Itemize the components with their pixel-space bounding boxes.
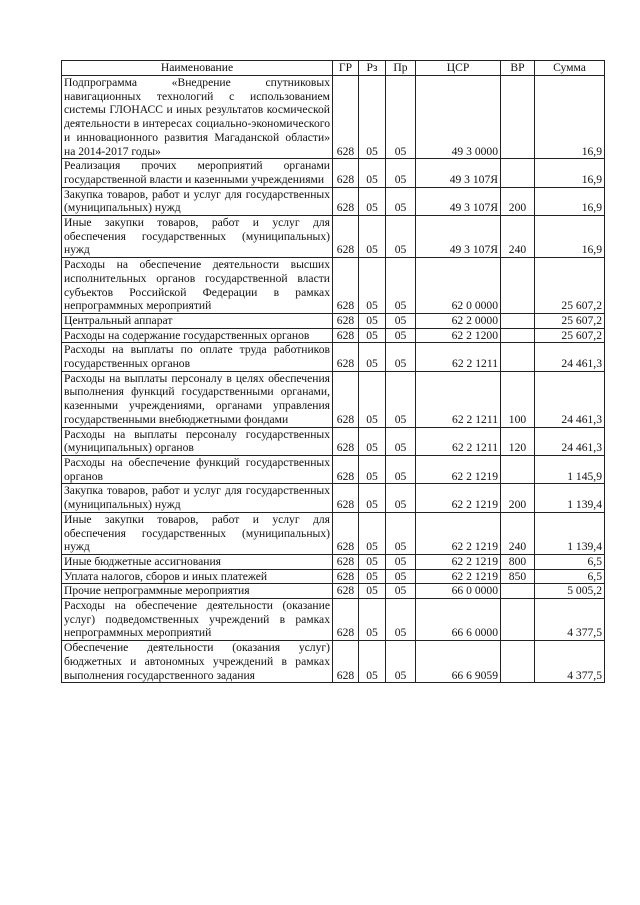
cell-name: Закупка товаров, работ и услуг для государственных (муниципальных) нужд <box>62 484 333 512</box>
cell-gr: 628 <box>333 313 359 328</box>
cell-vr: 100 <box>501 371 535 427</box>
cell-pr: 05 <box>386 427 416 455</box>
cell-gr: 628 <box>333 343 359 371</box>
cell-vr <box>501 76 535 159</box>
cell-sum: 6,5 <box>535 569 605 584</box>
cell-csr: 66 6 9059 <box>416 641 501 683</box>
header-sum: Сумма <box>535 61 605 76</box>
cell-sum: 24 461,3 <box>535 371 605 427</box>
cell-name: Закупка товаров, работ и услуг для государственных (муниципальных) нужд <box>62 187 333 215</box>
cell-csr: 49 3 107Я <box>416 187 501 215</box>
cell-pr: 05 <box>386 343 416 371</box>
cell-vr: 800 <box>501 554 535 569</box>
cell-vr <box>501 584 535 599</box>
cell-csr: 62 2 1219 <box>416 484 501 512</box>
cell-csr: 62 2 1200 <box>416 328 501 343</box>
header-gr: ГР <box>333 61 359 76</box>
cell-sum: 24 461,3 <box>535 343 605 371</box>
cell-vr <box>501 313 535 328</box>
cell-name: Реализация прочих мероприятий органами государственной власти и казенными учреждениями <box>62 159 333 187</box>
cell-rz: 05 <box>359 641 386 683</box>
table-body <box>62 76 605 683</box>
table-row <box>62 484 605 512</box>
cell-vr: 240 <box>501 216 535 258</box>
table-header-row <box>62 61 605 76</box>
cell-name: Обеспечение деятельности (оказания услуг) бюджетных и автономных учреждений в рамках выполнения государственного задания <box>62 641 333 683</box>
cell-name: Расходы на обеспечение деятельности высших исполнительных органов государственной власти субъектов Российской Федерации в рамках непрограммных мероприятий <box>62 258 333 314</box>
cell-csr: 62 0 0000 <box>416 258 501 314</box>
cell-pr: 05 <box>386 328 416 343</box>
cell-pr: 05 <box>386 371 416 427</box>
cell-name: Иные закупки товаров, работ и услуг для обеспечения государственных (муниципальных) нужд <box>62 216 333 258</box>
cell-gr: 628 <box>333 76 359 159</box>
table-row <box>62 455 605 483</box>
table-row <box>62 216 605 258</box>
cell-pr: 05 <box>386 187 416 215</box>
cell-gr: 628 <box>333 187 359 215</box>
cell-name: Иные бюджетные ассигнования <box>62 554 333 569</box>
cell-name: Иные закупки товаров, работ и услуг для обеспечения государственных (муниципальных) нужд <box>62 512 333 554</box>
cell-rz: 05 <box>359 512 386 554</box>
cell-gr: 628 <box>333 427 359 455</box>
cell-vr: 240 <box>501 512 535 554</box>
cell-vr: 200 <box>501 187 535 215</box>
cell-csr: 66 0 0000 <box>416 584 501 599</box>
cell-sum: 25 607,2 <box>535 258 605 314</box>
table-row <box>62 159 605 187</box>
cell-gr: 628 <box>333 484 359 512</box>
cell-csr: 62 2 0000 <box>416 313 501 328</box>
table-row <box>62 328 605 343</box>
cell-pr: 05 <box>386 313 416 328</box>
cell-sum: 1 139,4 <box>535 484 605 512</box>
cell-sum: 16,9 <box>535 159 605 187</box>
cell-pr: 05 <box>386 216 416 258</box>
budget-table <box>61 60 605 683</box>
cell-sum: 24 461,3 <box>535 427 605 455</box>
cell-sum: 4 377,5 <box>535 641 605 683</box>
cell-csr: 49 3 0000 <box>416 76 501 159</box>
cell-gr: 628 <box>333 371 359 427</box>
cell-gr: 628 <box>333 641 359 683</box>
header-name: Наименование <box>62 61 333 76</box>
table-row <box>62 512 605 554</box>
cell-csr: 62 2 1219 <box>416 512 501 554</box>
cell-gr: 628 <box>333 216 359 258</box>
cell-sum: 5 005,2 <box>535 584 605 599</box>
cell-csr: 62 2 1211 <box>416 371 501 427</box>
cell-gr: 628 <box>333 258 359 314</box>
cell-rz: 05 <box>359 159 386 187</box>
cell-rz: 05 <box>359 427 386 455</box>
cell-name: Уплата налогов, сборов и иных платежей <box>62 569 333 584</box>
cell-sum: 25 607,2 <box>535 328 605 343</box>
cell-sum: 1 139,4 <box>535 512 605 554</box>
cell-gr: 628 <box>333 328 359 343</box>
cell-sum: 6,5 <box>535 554 605 569</box>
cell-name: Прочие непрограммные мероприятия <box>62 584 333 599</box>
cell-gr: 628 <box>333 512 359 554</box>
cell-rz: 05 <box>359 569 386 584</box>
cell-rz: 05 <box>359 187 386 215</box>
table-row <box>62 371 605 427</box>
cell-name: Расходы на выплаты персоналу в целях обеспечения выполнения функций государственными органами, казенными учреждениями, органами управления государственными внебюджетными фондами <box>62 371 333 427</box>
cell-vr <box>501 328 535 343</box>
cell-rz: 05 <box>359 371 386 427</box>
cell-name: Расходы на содержание государственных органов <box>62 328 333 343</box>
cell-sum: 4 377,5 <box>535 599 605 641</box>
table-row <box>62 76 605 159</box>
cell-csr: 66 6 0000 <box>416 599 501 641</box>
header-rz: Рз <box>359 61 386 76</box>
header-csr: ЦСР <box>416 61 501 76</box>
table-row <box>62 313 605 328</box>
cell-gr: 628 <box>333 569 359 584</box>
cell-name: Расходы на выплаты по оплате труда работников государственных органов <box>62 343 333 371</box>
cell-rz: 05 <box>359 599 386 641</box>
cell-rz: 05 <box>359 554 386 569</box>
cell-pr: 05 <box>386 512 416 554</box>
header-vr: ВР <box>501 61 535 76</box>
table-row <box>62 427 605 455</box>
cell-name: Расходы на обеспечение функций государственных органов <box>62 455 333 483</box>
cell-pr: 05 <box>386 584 416 599</box>
cell-pr: 05 <box>386 484 416 512</box>
table-row <box>62 187 605 215</box>
cell-sum: 25 607,2 <box>535 313 605 328</box>
cell-vr <box>501 641 535 683</box>
cell-csr: 62 2 1211 <box>416 427 501 455</box>
cell-vr <box>501 455 535 483</box>
cell-sum: 16,9 <box>535 76 605 159</box>
table-row <box>62 258 605 314</box>
cell-pr: 05 <box>386 455 416 483</box>
cell-rz: 05 <box>359 258 386 314</box>
cell-rz: 05 <box>359 313 386 328</box>
cell-vr: 120 <box>501 427 535 455</box>
cell-csr: 62 2 1211 <box>416 343 501 371</box>
table-row <box>62 584 605 599</box>
cell-pr: 05 <box>386 641 416 683</box>
table-row <box>62 569 605 584</box>
cell-gr: 628 <box>333 599 359 641</box>
cell-rz: 05 <box>359 484 386 512</box>
cell-pr: 05 <box>386 569 416 584</box>
cell-csr: 49 3 107Я <box>416 159 501 187</box>
cell-csr: 62 2 1219 <box>416 455 501 483</box>
cell-vr <box>501 343 535 371</box>
cell-pr: 05 <box>386 159 416 187</box>
cell-rz: 05 <box>359 328 386 343</box>
cell-vr: 200 <box>501 484 535 512</box>
cell-pr: 05 <box>386 599 416 641</box>
cell-pr: 05 <box>386 76 416 159</box>
cell-gr: 628 <box>333 554 359 569</box>
cell-name: Расходы на выплаты персоналу государственных (муниципальных) органов <box>62 427 333 455</box>
cell-csr: 49 3 107Я <box>416 216 501 258</box>
cell-pr: 05 <box>386 258 416 314</box>
cell-csr: 62 2 1219 <box>416 554 501 569</box>
cell-vr <box>501 159 535 187</box>
cell-gr: 628 <box>333 159 359 187</box>
cell-rz: 05 <box>359 76 386 159</box>
cell-csr: 62 2 1219 <box>416 569 501 584</box>
table-row <box>62 554 605 569</box>
cell-rz: 05 <box>359 455 386 483</box>
cell-sum: 1 145,9 <box>535 455 605 483</box>
cell-rz: 05 <box>359 216 386 258</box>
cell-vr <box>501 258 535 314</box>
cell-pr: 05 <box>386 554 416 569</box>
cell-name: Центральный аппарат <box>62 313 333 328</box>
cell-sum: 16,9 <box>535 187 605 215</box>
cell-rz: 05 <box>359 343 386 371</box>
cell-vr <box>501 599 535 641</box>
cell-gr: 628 <box>333 455 359 483</box>
cell-sum: 16,9 <box>535 216 605 258</box>
cell-rz: 05 <box>359 584 386 599</box>
cell-name: Подпрограмма «Внедрение спутниковых навигационных технологий с использованием системы ГЛОНАСС и иных результатов космической деятельности в интересах социально-экономического и инновационного развития Магаданской области» на 2014-2017 годы» <box>62 76 333 159</box>
table-row <box>62 641 605 683</box>
table-row <box>62 599 605 641</box>
header-pr: Пр <box>386 61 416 76</box>
table-row <box>62 343 605 371</box>
cell-gr: 628 <box>333 584 359 599</box>
cell-name: Расходы на обеспечение деятельности (оказание услуг) подведомственных учреждений в рамках непрограммных мероприятий <box>62 599 333 641</box>
cell-vr: 850 <box>501 569 535 584</box>
